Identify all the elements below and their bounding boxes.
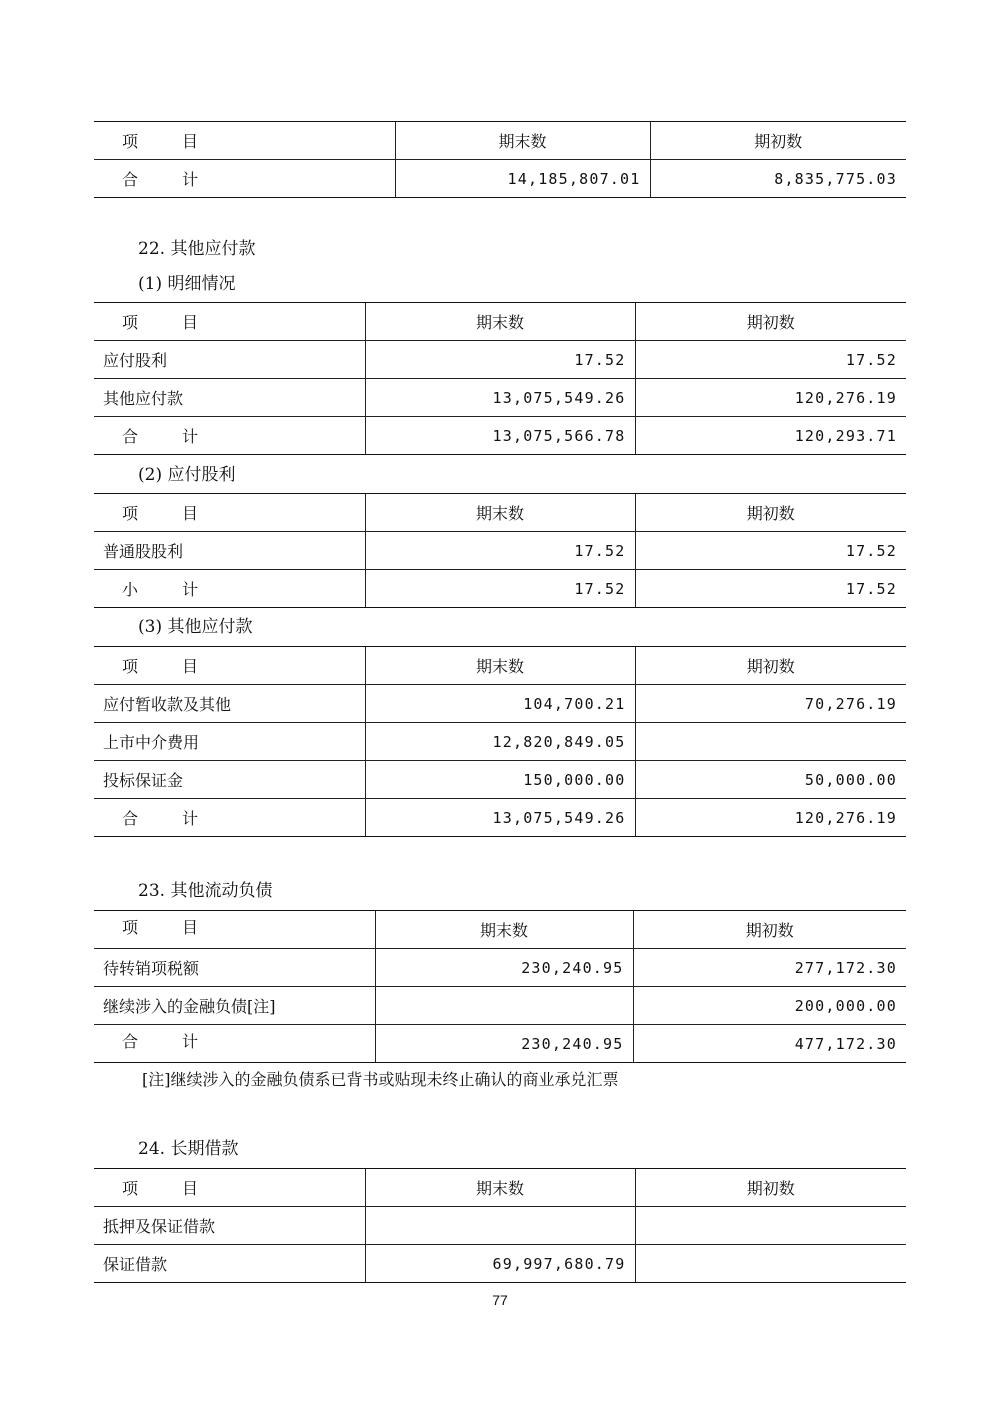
- header-item: 项 目: [94, 1169, 365, 1207]
- table-row: [94, 685, 906, 723]
- table-row-total: [94, 799, 906, 837]
- row-begin-value: 17.52: [635, 532, 906, 570]
- table-header-row: [94, 1169, 906, 1207]
- table-row: [94, 341, 906, 379]
- row-begin-value: 120,293.71: [635, 417, 906, 455]
- header-end: 期末数: [365, 494, 635, 532]
- section-22-sub1: (1) 明细情况: [138, 274, 236, 294]
- table-other-payables: [94, 646, 906, 837]
- row-label: 待转销项税额: [94, 949, 375, 987]
- table-header-row: [94, 911, 906, 949]
- table-row: [94, 761, 906, 799]
- header-item: 项 目: [94, 122, 395, 160]
- table-other-payables-detail: [94, 302, 906, 455]
- header-end: 期末数: [365, 1169, 635, 1207]
- row-label: 合 计: [94, 417, 365, 455]
- header-begin: 期初数: [650, 122, 906, 160]
- table-header-row: [94, 122, 906, 160]
- row-begin-value: 17.52: [635, 570, 906, 608]
- header-item: 项 目: [94, 303, 365, 341]
- table-row: [94, 1245, 906, 1283]
- header-end: 期末数: [375, 911, 633, 949]
- table-row: [94, 987, 906, 1025]
- table-row: [94, 160, 906, 198]
- row-end-value: 230,240.95: [375, 1025, 633, 1063]
- row-end-value: 13,075,566.78: [365, 417, 635, 455]
- row-begin-value: 200,000.00: [633, 987, 906, 1025]
- row-end-value: 14,185,807.01: [395, 160, 650, 198]
- row-label: 上市中介费用: [94, 723, 365, 761]
- row-end-value: 230,240.95: [375, 949, 633, 987]
- row-label: 其他应付款: [94, 379, 365, 417]
- section-22-sub2: (2) 应付股利: [138, 465, 236, 485]
- table-row: [94, 379, 906, 417]
- table-row: [94, 532, 906, 570]
- table-other-current-liabilities: [94, 910, 906, 1063]
- row-label: 应付暂收款及其他: [94, 685, 365, 723]
- table-header-row: [94, 303, 906, 341]
- row-begin-value: 17.52: [635, 341, 906, 379]
- table-header-row: [94, 494, 906, 532]
- header-end: 期末数: [365, 303, 635, 341]
- header-begin: 期初数: [635, 647, 906, 685]
- row-end-value: 13,075,549.26: [365, 799, 635, 837]
- table-header-row: [94, 647, 906, 685]
- section-23-title: 23. 其他流动负债: [138, 881, 273, 901]
- header-begin: 期初数: [635, 1169, 906, 1207]
- table-row: [94, 949, 906, 987]
- row-begin-value: 477,172.30: [633, 1025, 906, 1063]
- table-row-subtotal: [94, 570, 906, 608]
- row-label: 合 计: [94, 160, 395, 198]
- row-end-value: 12,820,849.05: [365, 723, 635, 761]
- row-end-value: 17.52: [365, 570, 635, 608]
- row-begin-value: 277,172.30: [633, 949, 906, 987]
- row-label: 抵押及保证借款: [94, 1207, 365, 1245]
- header-begin: 期初数: [633, 911, 906, 949]
- row-begin-value: 120,276.19: [635, 799, 906, 837]
- row-label: 合 计: [94, 799, 365, 837]
- page-number: 77: [492, 1292, 508, 1308]
- header-item: 项 目: [94, 647, 365, 685]
- table-carryover: [94, 121, 906, 198]
- table-row-total: [94, 417, 906, 455]
- row-end-value: 104,700.21: [365, 685, 635, 723]
- table-long-term-borrowings: [94, 1168, 906, 1283]
- table-row: [94, 723, 906, 761]
- row-end-value: 17.52: [365, 341, 635, 379]
- row-end-value: 69,997,680.79: [365, 1245, 635, 1283]
- row-label: 继续涉入的金融负债[注]: [94, 987, 375, 1025]
- row-label: 普通股股利: [94, 532, 365, 570]
- row-begin-value: 50,000.00: [635, 761, 906, 799]
- row-label: 保证借款: [94, 1245, 365, 1283]
- row-begin-value: [635, 1245, 906, 1283]
- section-24-title: 24. 长期借款: [138, 1139, 239, 1159]
- row-begin-value: 8,835,775.03: [650, 160, 906, 198]
- header-item: 项 目: [94, 911, 375, 949]
- section-23-note: [注]继续涉入的金融负债系已背书或贴现未终止确认的商业承兑汇票: [142, 1070, 619, 1089]
- row-end-value: 13,075,549.26: [365, 379, 635, 417]
- row-end-value: [375, 987, 633, 1025]
- header-item: 项 目: [94, 494, 365, 532]
- row-begin-value: [635, 723, 906, 761]
- header-end: 期末数: [395, 122, 650, 160]
- row-label: 投标保证金: [94, 761, 365, 799]
- row-begin-value: 70,276.19: [635, 685, 906, 723]
- row-end-value: [365, 1207, 635, 1245]
- section-22-title: 22. 其他应付款: [138, 239, 256, 259]
- row-label: 应付股利: [94, 341, 365, 379]
- table-row: [94, 1207, 906, 1245]
- row-label: 合 计: [94, 1025, 375, 1063]
- row-begin-value: [635, 1207, 906, 1245]
- table-dividends-payable: [94, 493, 906, 608]
- row-end-value: 17.52: [365, 532, 635, 570]
- row-begin-value: 120,276.19: [635, 379, 906, 417]
- header-end: 期末数: [365, 647, 635, 685]
- table-row-total: [94, 1025, 906, 1063]
- header-begin: 期初数: [635, 303, 906, 341]
- row-label: 小 计: [94, 570, 365, 608]
- row-end-value: 150,000.00: [365, 761, 635, 799]
- section-22-sub3: (3) 其他应付款: [138, 617, 253, 637]
- header-begin: 期初数: [635, 494, 906, 532]
